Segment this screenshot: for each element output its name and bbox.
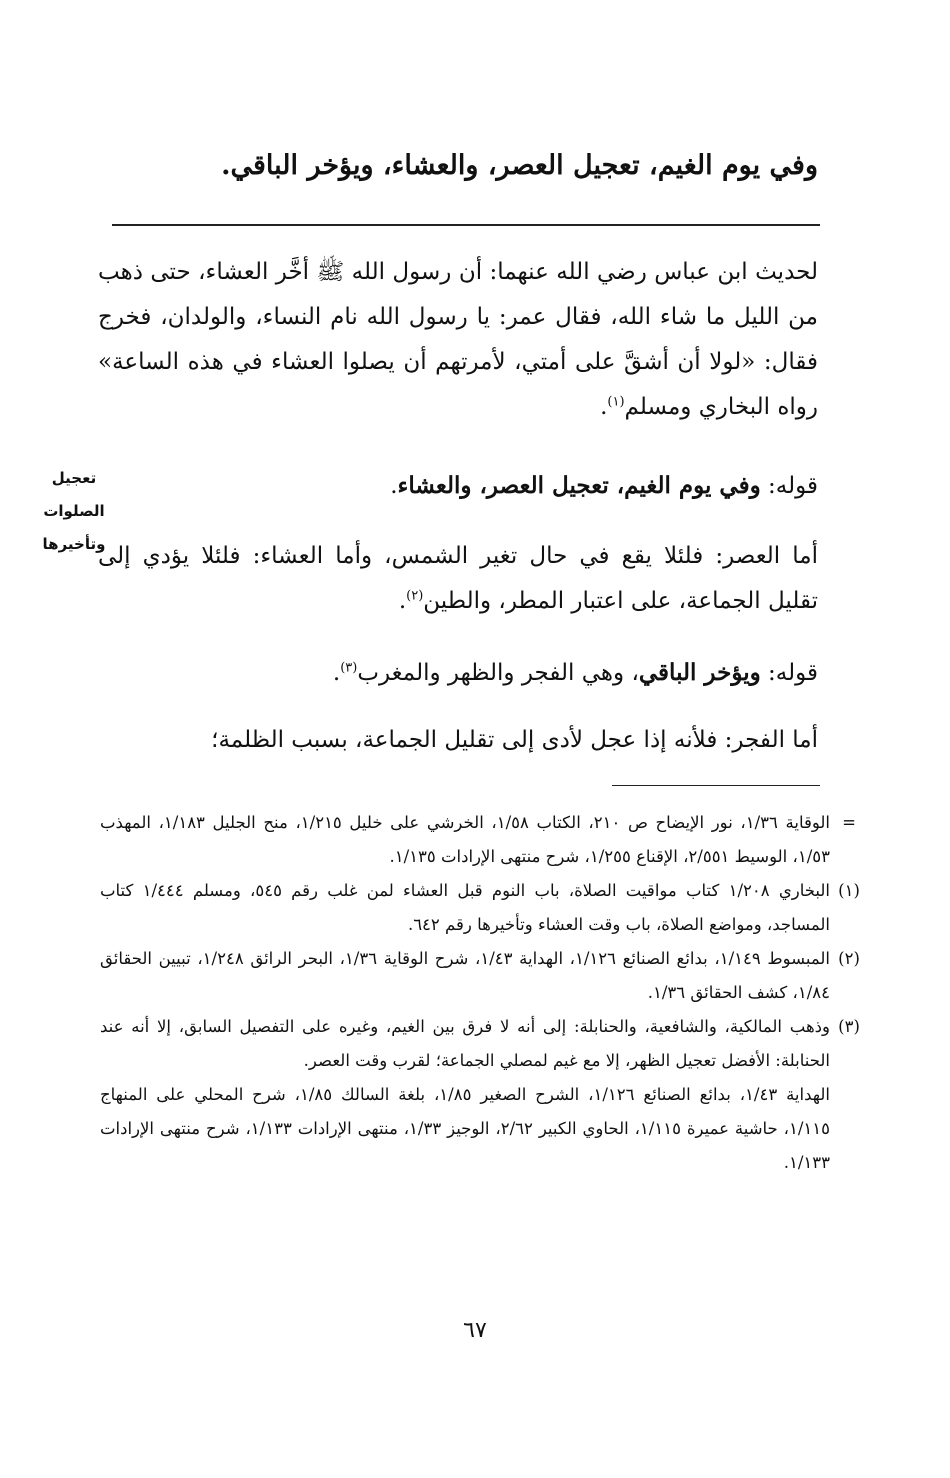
quote-end: . — [390, 473, 398, 499]
margin-note-line-3: وتأخيرها — [42, 535, 106, 553]
footnote-1-text: البخاري ١/٢٠٨ كتاب مواقيت الصلاة، باب النوم قبل العشاء لمن غلب رقم ٥٤٥، ومسلم ١/٤٤٤ كتاب المساجد، ومواضع الصلاة، باب وقت العشاء وتأخيرها رقم ٦٤٢. — [100, 881, 830, 934]
footnote-2-number: (٢) — [838, 949, 860, 968]
footnote-2 — [100, 942, 868, 1010]
hadith-text: لحديث ابن عباس رضي الله عنهما: أن رسول الله ﷺ أخَّر العشاء، حتى ذهب من الليل ما شاء الله، فقال عمر: يا رسول الله نام النساء، والولدان، فخرج فقال: «لولا أن أشقَّ على أمتي، لأمرتهم أن يصلوا العشاء في هذه الساعة» رواه البخاري ومسلم — [98, 259, 818, 420]
page-number: ٦٧ — [463, 1318, 487, 1343]
explanation-paragraph-2: أما الفجر: فلأنه إذا عجل لأدى إلى تقليل الجماعة، بسبب الظلمة؛ — [211, 727, 818, 753]
page-header-title: وفي يوم الغيم، تعجيل العصر، والعشاء، ويؤخر الباقي. — [221, 150, 818, 181]
footnote-3-references: الهداية ١/٤٣، بدائع الصنائع ١/١٢٦، الشرح الصغير ١/٨٥، بلغة السالك ١/٨٥، شرح المحلي على المنهاج ١/١١٥، حاشية عميرة ١/١١٥، الحاوي الكبير ٢/٦٢، الوجيز ١/٣٣، منتهى الإرادات ١/١٣٣، شرح منتهى الإرادات ١/١٣٣. — [100, 1085, 830, 1172]
footnote-divider — [612, 785, 820, 786]
footnote-ref-3[interactable]: (٣) — [340, 660, 358, 676]
footnote-continued-text: الوقاية ١/٣٦، نور الإيضاح ص ٢١٠، الكتاب ١/٥٨، الخرشي على خليل ١/٢١٥، منح الجليل ١/١٨٣، المهذب ١/٥٣، الوسيط ٢/٥٥١، الإقناع ١/٢٥٥، شرح منتهى الإرادات ١/١٣٥. — [100, 813, 830, 866]
hadith-paragraph — [98, 250, 818, 430]
quote-bold-text: ويؤخر الباقي — [638, 659, 761, 686]
quote-bold-text: وفي يوم الغيم، تعجيل العصر، والعشاء — [397, 472, 761, 499]
hadith-end: . — [600, 394, 608, 420]
footnote-2-text: المبسوط ١/١٤٩، بدائع الصنائع ١/١٢٦، الهداية ١/٤٣، شرح الوقاية ١/٣٦، البحر الرائق ١/٢٤٨، تبيين الحقائق ١/٨٤، كشف الحقائق ١/٣٦. — [100, 949, 830, 1002]
quote-prefix: قوله: — [760, 660, 818, 686]
footnote-1-number: (١) — [838, 881, 860, 900]
quote-paragraph-1 — [98, 463, 818, 509]
footnote-1 — [100, 874, 868, 942]
footnote-3-number: (٣) — [838, 1017, 860, 1036]
quote-prefix: قوله: — [760, 473, 818, 499]
footnote-continued — [100, 806, 868, 874]
footnote-3-text: وذهب المالكية، والشافعية، والحنابلة: إلى أنه لا فرق بين الغيم، وغيره على التفصيل السابق، إلا أنه عند الحنابلة: الأفضل تعجيل الظهر، إلا مع غيم لمصلي الجماعة؛ لقرب وقت العصر. — [100, 1017, 830, 1070]
quote-paragraph-2 — [98, 650, 818, 696]
quote-text: ، وهي الفجر والظهر والمغرب — [357, 660, 639, 686]
footnote-ref-2[interactable]: (٢) — [406, 588, 424, 604]
explanation-paragraph-1 — [98, 534, 818, 624]
footnotes-section — [100, 806, 868, 1180]
footnote-continued-marker: = — [842, 813, 856, 832]
quote-end: . — [332, 660, 341, 686]
header-divider — [112, 224, 820, 226]
margin-note-line-1: تعجيل — [51, 469, 97, 487]
footnote-3 — [100, 1010, 868, 1078]
margin-note-line-2: الصلوات — [43, 502, 105, 520]
explanation-end: . — [398, 588, 407, 614]
explanation-text: أما العصر: فلئلا يقع في حال تغير الشمس، وأما العشاء: فلئلا يؤدي إلى تقليل الجماعة، على اعتبار المطر، والطين — [98, 543, 818, 614]
footnote-ref-1[interactable]: (١) — [607, 394, 625, 410]
